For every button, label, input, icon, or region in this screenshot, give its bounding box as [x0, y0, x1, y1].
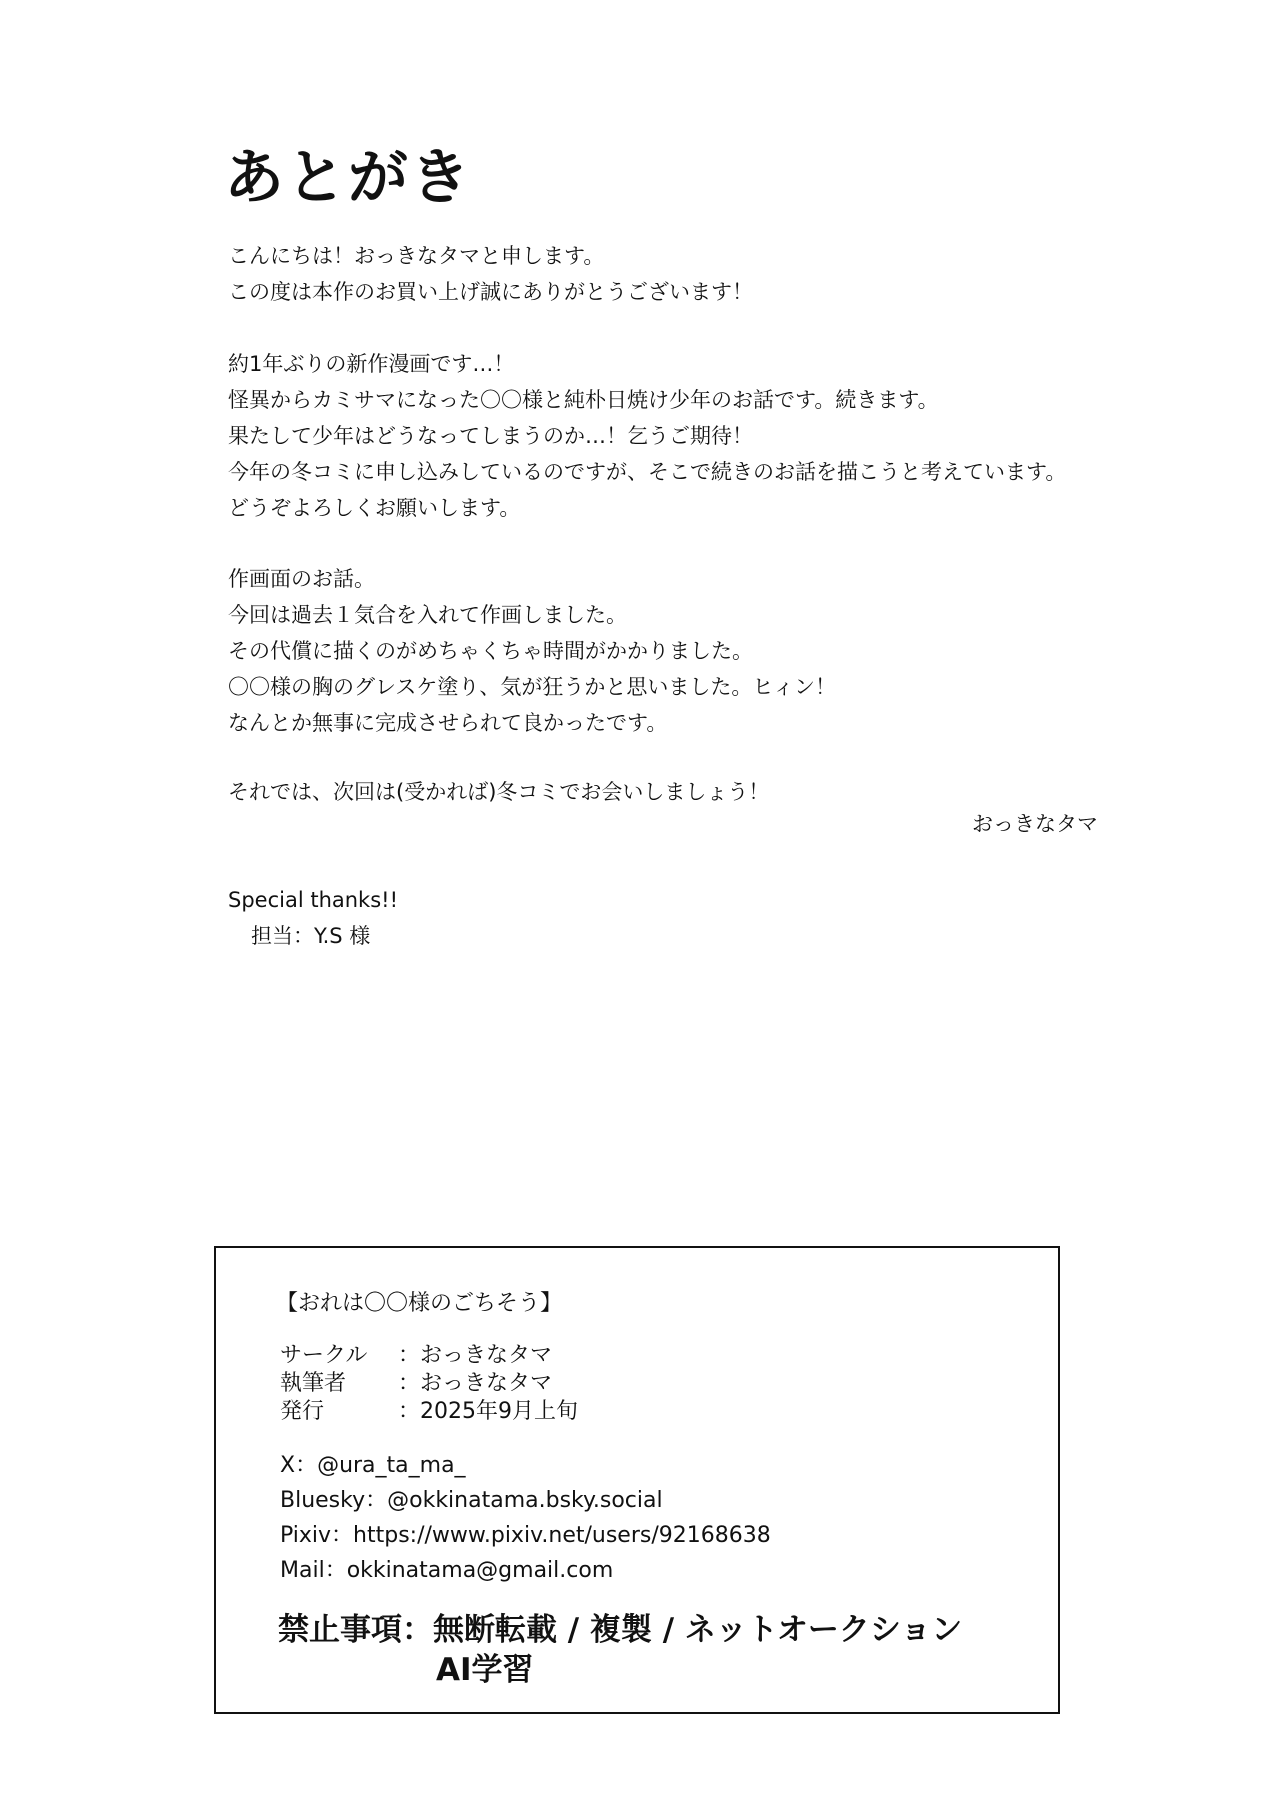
paragraph-drawing — [228, 561, 836, 741]
link-bluesky: Bluesky：@okkinatama.bsky.social — [280, 1488, 663, 1513]
meta-key: サークル — [280, 1343, 368, 1368]
link-mail: Mail：okkinatama@gmail.com — [280, 1558, 614, 1583]
meta-key: 執筆者 — [280, 1371, 347, 1396]
author-signature: おっきなタマ — [972, 812, 1098, 836]
contact-links — [280, 1448, 771, 1588]
meta-value: ：2025年9月上旬 — [398, 1399, 578, 1424]
meta-key: 発行 — [280, 1399, 325, 1424]
prohibition-line: 禁止事項：無断転載 / 複製 / ネットオークション — [278, 1612, 963, 1648]
thanks-heading: Special thanks!! — [228, 888, 398, 912]
text-line: それでは、次回は(受かれば)冬コミでお会いしましょう！ — [228, 780, 770, 804]
meta-value: ：おっきなタマ — [398, 1343, 553, 1368]
paragraph-greeting — [228, 238, 753, 310]
publication-info — [280, 1342, 578, 1426]
prohibition-notice — [278, 1610, 962, 1690]
meta-row — [280, 1342, 578, 1370]
text-line: 約1年ぶりの新作漫画です…！ — [228, 352, 515, 376]
link-x: X：@ura_ta_ma_ — [280, 1453, 466, 1478]
meta-value: ：おっきなタマ — [398, 1371, 553, 1396]
link-pixiv: Pixiv：https://www.pixiv.net/users/92168638 — [280, 1523, 771, 1548]
text-line: 〇〇様の胸のグレスケ塗り、気が狂うかと思いました。ヒィン！ — [228, 675, 836, 699]
text-line: こんにちは！おっきなタマと申します。 — [228, 244, 605, 268]
page-title: あとがき — [224, 143, 472, 213]
meta-row — [280, 1370, 578, 1398]
paragraph-story — [228, 346, 1066, 526]
meta-row — [280, 1398, 578, 1426]
text-line: なんとか無事に完成させられて良かったです。 — [228, 711, 668, 735]
special-thanks — [228, 882, 398, 954]
book-title: 【おれは〇〇様のごちそう】 — [276, 1291, 563, 1316]
text-line: 怪異からカミサマになった〇〇様と純朴日焼け少年のお話です。続きます。 — [228, 388, 939, 412]
text-line: どうぞよろしくお願いします。 — [228, 496, 521, 520]
text-line: その代償に描くのがめちゃくちゃ時間がかかりました。 — [228, 639, 753, 663]
colophon-box — [214, 1246, 1060, 1714]
text-line: この度は本作のお買い上げ誠にありがとうございます！ — [228, 280, 753, 304]
prohibition-line-ai: AI学習 — [436, 1652, 534, 1688]
text-line: 今回は過去１気合を入れて作画しました。 — [228, 603, 627, 627]
thanks-line: 担当：Y.S 様 — [251, 924, 371, 948]
text-line: 果たして少年はどうなってしまうのか…！乞うご期待！ — [228, 424, 753, 448]
text-line: 作画面のお話。 — [228, 567, 375, 591]
paragraph-closing — [228, 774, 769, 810]
text-line: 今年の冬コミに申し込みしているのですが、そこで続きのお話を描こうと考えています。 — [228, 460, 1067, 484]
